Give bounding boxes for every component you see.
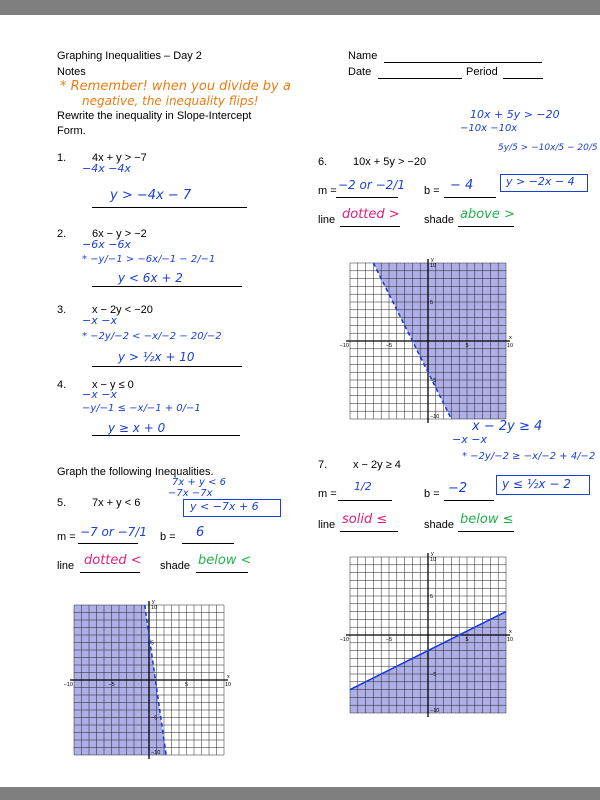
problem-6-b-label: b =	[424, 185, 440, 197]
problem-6-line-label: line	[318, 214, 336, 226]
problem-5-shade-blank	[196, 572, 248, 573]
problem-4-work: −x −x	[82, 388, 117, 401]
problem-7-shade-label: shade	[424, 519, 454, 531]
problem-4-number: 4.	[57, 379, 67, 391]
problem-2-answer-line	[92, 286, 242, 287]
problem-6-shade-label: shade	[424, 214, 454, 226]
problem-6-boxed-answer: y > −2x − 4	[506, 175, 575, 188]
y-axis-label: y	[431, 257, 434, 263]
name-label: Name	[348, 50, 378, 62]
period-label: Period	[466, 66, 498, 78]
problem-5-shade-value: below <	[198, 553, 252, 568]
tick-label-x-neg5: −5	[385, 637, 393, 643]
problem-1-answer-line	[92, 207, 247, 208]
problem-7-m-blank	[338, 500, 392, 501]
problem-2-number: 2.	[57, 228, 67, 240]
tick-label-xmin: −10	[63, 682, 73, 688]
tick-label-x-neg5: −5	[385, 343, 393, 349]
problem-7-shade-value: below ≤	[460, 512, 514, 527]
problem-5-line-value: dotted <	[84, 553, 142, 568]
tick-label-xmax: 10	[507, 637, 514, 643]
worksheet-subtitle: Notes	[57, 66, 86, 78]
problem-5-boxed-answer: y < −7x + 6	[190, 500, 259, 513]
tick-label-ymin: −10	[430, 414, 440, 420]
graph-problem-7	[340, 547, 520, 719]
problem-6-equation: 10x + 5y > −20	[353, 156, 427, 168]
problem-2-answer: y < 6x + 2	[118, 271, 183, 285]
problem-7-boxed-answer: y ≤ ½x − 2	[502, 477, 571, 491]
date-label: Date	[348, 66, 372, 78]
problem-7-b-label: b =	[424, 488, 440, 500]
tick-label-y-pos5: 5	[151, 640, 155, 647]
period-blank	[503, 78, 543, 79]
tick-label-y-neg5: −5	[430, 378, 437, 384]
problem-5-b-value: 6	[196, 525, 205, 540]
x-axis-label: x	[227, 674, 230, 680]
problem-3-number: 3.	[57, 304, 67, 316]
problem-5-work-1: 7x + y < 6	[172, 477, 227, 488]
problem-3-work: −x −x	[82, 314, 117, 327]
section2-instruction: Graph the following Inequalities.	[57, 466, 214, 478]
x-axis-label: x	[509, 629, 512, 635]
problem-5-m-label: m =	[57, 531, 76, 543]
section1-instruction-2: Form.	[57, 125, 86, 137]
tick-label-xmin: −10	[339, 343, 349, 349]
section1-instruction: Rewrite the inequality in Slope-Intercept	[57, 110, 252, 122]
problem-6-m-value: −2 or −2/1	[338, 178, 405, 192]
problem-5-b-label: b =	[160, 531, 176, 543]
tick-label-y-pos5: 5	[430, 300, 434, 306]
tick-label-xmin: −10	[339, 637, 349, 643]
problem-6-shade-blank	[458, 226, 514, 227]
x-axis-label: x	[509, 335, 512, 341]
problem-6-work-3: 5y/5 > −10x/5 − 20/5	[498, 143, 598, 153]
problem-4-answer-line	[92, 435, 240, 436]
problem-6-b-blank	[444, 197, 496, 198]
problem-1-number: 1.	[57, 152, 67, 164]
problem-7-m-label: m =	[318, 488, 337, 500]
tick-label-x-neg5: −5	[108, 682, 115, 688]
tick-label-x-pos5: 5	[465, 637, 469, 643]
problem-7-m-value: 1/2	[354, 480, 372, 493]
problem-3-equation: x − 2y < −20	[92, 304, 153, 316]
worksheet-title: Graphing Inequalities – Day 2	[57, 50, 202, 62]
tick-label-ymax: 10	[430, 263, 437, 269]
tick-label-y-neg5: −5	[430, 672, 437, 678]
problem-7-shade-blank	[458, 531, 514, 532]
tick-label-ymax: 10	[430, 557, 437, 563]
problem-4-work-2: −y/−1 ≤ −x/−1 + 0/−1	[82, 403, 201, 414]
problem-3-answer-line	[92, 366, 242, 367]
problem-7-work-3: * −2y/−2 ≥ −x/−2 + 4/−2	[462, 451, 596, 462]
tick-label-x-pos5: 5	[184, 682, 189, 688]
problem-5-equation: 7x + y < 6	[92, 497, 141, 509]
problem-7-b-blank	[444, 500, 494, 501]
note-line-2: negative, the inequality flips!	[82, 94, 259, 108]
problem-7-b-value: −2	[448, 481, 468, 496]
problem-6-line-blank	[340, 226, 400, 227]
tick-label-ymin: −10	[151, 750, 161, 756]
problem-2-work: −6x −6x	[82, 238, 131, 251]
problem-6-shade-value: above >	[460, 207, 515, 222]
tick-label-ymax: 10	[151, 605, 158, 611]
problem-6-line-value: dotted >	[342, 207, 400, 222]
problem-5-work-2: −7x −7x	[168, 488, 213, 499]
tick-label-x-pos5: 5	[465, 343, 469, 349]
problem-6-number: 6.	[318, 156, 328, 168]
problem-6-work-2: −10x −10x	[460, 123, 518, 134]
problem-7-line-blank	[340, 531, 398, 532]
problem-7-number: 7.	[318, 459, 328, 471]
y-axis-label: y	[431, 551, 434, 557]
graph-problem-5	[63, 591, 238, 757]
problem-7-work-1: x − 2y ≥ 4	[472, 419, 543, 434]
problem-5-line-label: line	[57, 560, 75, 572]
problem-6-b-value: − 4	[450, 178, 474, 193]
problem-5-shade-label: shade	[160, 560, 190, 572]
worksheet-page	[0, 15, 600, 787]
problem-6-m-blank	[336, 197, 398, 198]
name-blank	[384, 62, 542, 63]
tick-label-y-neg5: −5	[151, 715, 158, 722]
problem-2-equation: 6x − y > −2	[92, 228, 147, 240]
problem-6-work-1: 10x + 5y > −20	[470, 108, 560, 121]
problem-5-number: 5.	[57, 497, 67, 509]
problem-2-work-2: * −y/−1 > −6x/−1 − 2/−1	[82, 254, 216, 265]
problem-5-m-blank	[78, 543, 138, 544]
problem-4-answer: y ≥ x + 0	[108, 421, 166, 435]
tick-label-y-pos5: 5	[430, 594, 434, 600]
problem-3-answer: y > ½x + 10	[118, 350, 195, 364]
problem-7-equation: x − 2y ≥ 4	[353, 459, 401, 471]
date-blank	[378, 78, 462, 79]
problem-5-line-blank	[80, 572, 140, 573]
tick-label-xmax: 10	[225, 682, 232, 688]
problem-1-equation: 4x + y > −7	[92, 152, 147, 164]
tick-label-xmax: 10	[507, 343, 514, 349]
problem-1-answer: y > −4x − 7	[110, 188, 192, 203]
problem-4-equation: x − y ≤ 0	[92, 379, 134, 391]
problem-6-m-label: m =	[318, 185, 337, 197]
problem-5-b-blank	[182, 543, 234, 544]
tick-label-ymin: −10	[430, 708, 440, 714]
graph-problem-6	[339, 245, 520, 420]
problem-7-work-2: −x −x	[452, 433, 487, 446]
problem-7-line-value: solid ≤	[342, 512, 388, 527]
problem-3-work-2: * −2y/−2 < −x/−2 − 20/−2	[82, 331, 222, 342]
y-axis-label: y	[152, 599, 155, 605]
problem-1-work: −4x −4x	[82, 162, 131, 175]
note-line-1: * Remember! when you divide by a	[60, 79, 291, 94]
problem-5-m-value: −7 or −7/1	[80, 525, 147, 539]
problem-7-line-label: line	[318, 519, 336, 531]
